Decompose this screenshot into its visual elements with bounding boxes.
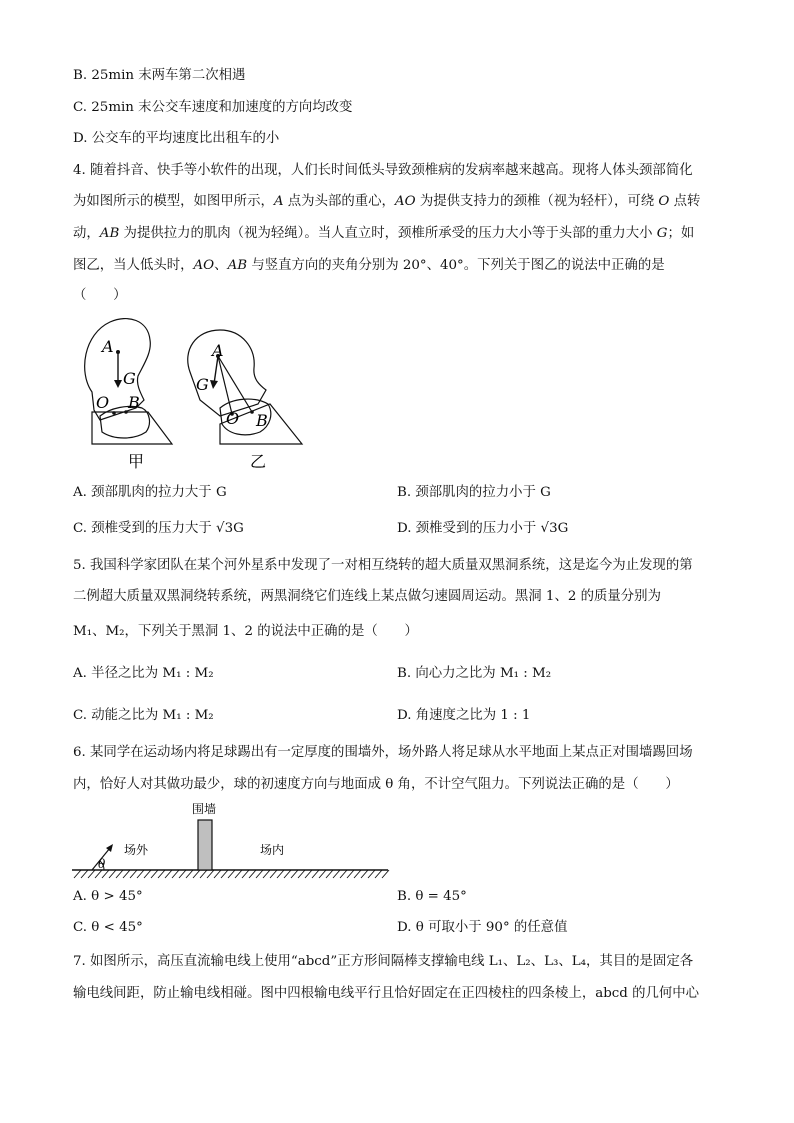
label-O-yi: O [226, 409, 240, 428]
ground-hatch [375, 870, 382, 878]
ground-hatch [277, 870, 284, 878]
ground-hatch [354, 870, 361, 878]
ground-hatch [81, 870, 88, 878]
ground-hatch [102, 870, 109, 878]
ground-hatch [319, 870, 326, 878]
q4-option-a: A. 颈部肌肉的拉力大于 G [73, 485, 227, 500]
ground-hatch [193, 870, 200, 878]
ground-hatch [88, 870, 95, 878]
ground-hatch [340, 870, 347, 878]
q4-stem-line4: 图乙，当人低头时，AO、AB 与竖直方向的夹角分别为 20°、40°。下列关于图乙的说法中正确的是 [73, 258, 665, 273]
q5-option-b: B. 向心力之比为 M₁ : M₂ [397, 666, 552, 681]
ground-hatch [221, 870, 228, 878]
label-A-jia: A [102, 337, 114, 356]
ground-hatch [123, 870, 130, 878]
q7-stem-line2: 输电线间距，防止输电线相碰。图中四根输电线平行且恰好固定在正四棱柱的四条棱上，abcd 的几何中心 [73, 986, 700, 1001]
ground-hatch [116, 870, 123, 878]
ground-hatch [284, 870, 291, 878]
ground-hatch [207, 870, 214, 878]
base-jia [92, 412, 172, 444]
ground-hatch [158, 870, 165, 878]
q3-option-b: B. 25min 末两车第二次相遇 [73, 68, 246, 83]
ground-hatch [382, 870, 389, 878]
ground-hatch [312, 870, 319, 878]
q5-stem-line2: 二例超大质量双黑洞绕转系统，两黑洞绕它们连线上某点做匀速圆周运动。黑洞 1、2 的质量分别为 [73, 589, 661, 604]
q5-option-c: C. 动能之比为 M₁ : M₂ [73, 708, 214, 723]
ground-hatch [368, 870, 375, 878]
q5-option-a: A. 半径之比为 M₁ : M₂ [73, 666, 214, 681]
q6-figure [70, 798, 400, 884]
ground-hatch [137, 870, 144, 878]
ground-hatch [242, 870, 249, 878]
ground-hatch [228, 870, 235, 878]
ground-hatch [130, 870, 137, 878]
ground-hatch [298, 870, 305, 878]
label-O-jia: O [96, 393, 110, 412]
label-G-yi: G [196, 375, 209, 394]
label-theta: θ [98, 857, 106, 871]
caption-jia: 甲 [128, 452, 145, 471]
ground-hatch [235, 870, 242, 878]
q6-option-c: C. θ < 45° [73, 920, 143, 935]
q4-option-b: B. 颈部肌肉的拉力小于 G [397, 485, 551, 500]
q4-option-d: D. 颈椎受到的压力小于 √3G [397, 521, 569, 536]
ground-hatch [151, 870, 158, 878]
label-A-yi: A [212, 341, 224, 360]
ground-hatch [270, 870, 277, 878]
q4-stem-line1: 4. 随着抖音、快手等小软件的出现，人们长时间低头导致颈椎病的发病率越来越高。现将人体头颈部简化 [73, 163, 693, 178]
q4-figure [70, 312, 310, 477]
ground-hatch [109, 870, 116, 878]
q6-option-a: A. θ > 45° [73, 889, 143, 904]
ground-hatch [172, 870, 179, 878]
ground-hatch [214, 870, 221, 878]
label-G-jia: G [123, 369, 136, 388]
q6-stem-line1: 6. 某同学在运动场内将足球踢出有一定厚度的围墙外，场外路人将足球从水平地面上某点正对围墙踢回场 [73, 745, 693, 760]
q3-option-c: C. 25min 末公交车速度和加速度的方向均改变 [73, 100, 353, 115]
label-outside: 场外 [124, 843, 149, 857]
caption-yi: 乙 [250, 452, 267, 471]
q4-option-c: C. 颈椎受到的压力大于 √3G [73, 521, 244, 536]
ground-hatch [305, 870, 312, 878]
label-B-jia: B [128, 393, 140, 412]
ground-hatch [249, 870, 256, 878]
ground-hatch [347, 870, 354, 878]
ground-hatch [74, 870, 81, 878]
ground-hatch [179, 870, 186, 878]
q6-option-d: D. θ 可取小于 90° 的任意值 [397, 920, 568, 935]
q5-option-d: D. 角速度之比为 1 : 1 [397, 708, 531, 723]
label-wall: 围墙 [192, 802, 217, 816]
ground-hatch [326, 870, 333, 878]
ground-hatch [333, 870, 340, 878]
q6-option-b: B. θ = 45° [397, 889, 467, 904]
q6-stem-line2: 内，恰好人对其做功最少，球的初速度方向与地面成 θ 角，不计空气阻力。下列说法正确的是（ ） [73, 777, 679, 792]
q5-stem-line3: M₁、M₂，下列关于黑洞 1、2 的说法中正确的是（ ） [73, 624, 418, 639]
ground-hatch [200, 870, 207, 878]
q4-stem-line2: 为如图所示的模型，如图甲所示，A 点为头部的重心，AO 为提供支持力的颈椎（视为轻杆），可绕 O 点转 [73, 194, 701, 209]
ground-hatch [186, 870, 193, 878]
q4-stem-line3: 动，AB 为提供拉力的肌肉（视为轻绳）。当人直立时，颈椎所承受的压力大小等于头部的重力大小 G；如 [73, 226, 695, 241]
q5-stem-line1: 5. 我国科学家团队在某个河外星系中发现了一对相互绕转的超大质量双黑洞系统，这是迄今为止发现的第 [73, 558, 693, 573]
q3-option-d: D. 公交车的平均速度比出租车的小 [73, 131, 280, 146]
ground-hatch [256, 870, 263, 878]
ground-hatch [361, 870, 368, 878]
wall [198, 820, 212, 870]
ground-hatch [291, 870, 298, 878]
q4-answer-paren: （ ） [73, 288, 127, 303]
ground-hatch [165, 870, 172, 878]
ground-hatch [263, 870, 270, 878]
ground-hatch [95, 870, 102, 878]
label-B-yi: B [256, 411, 268, 430]
ground-hatch [144, 870, 151, 878]
label-inside: 场内 [260, 843, 285, 857]
q7-stem-line1: 7. 如图所示，高压直流输电线上使用“abcd”正方形间隔棒支撑输电线 L₁、L₂、L₃、L₄，其目的是固定各 [73, 954, 694, 969]
